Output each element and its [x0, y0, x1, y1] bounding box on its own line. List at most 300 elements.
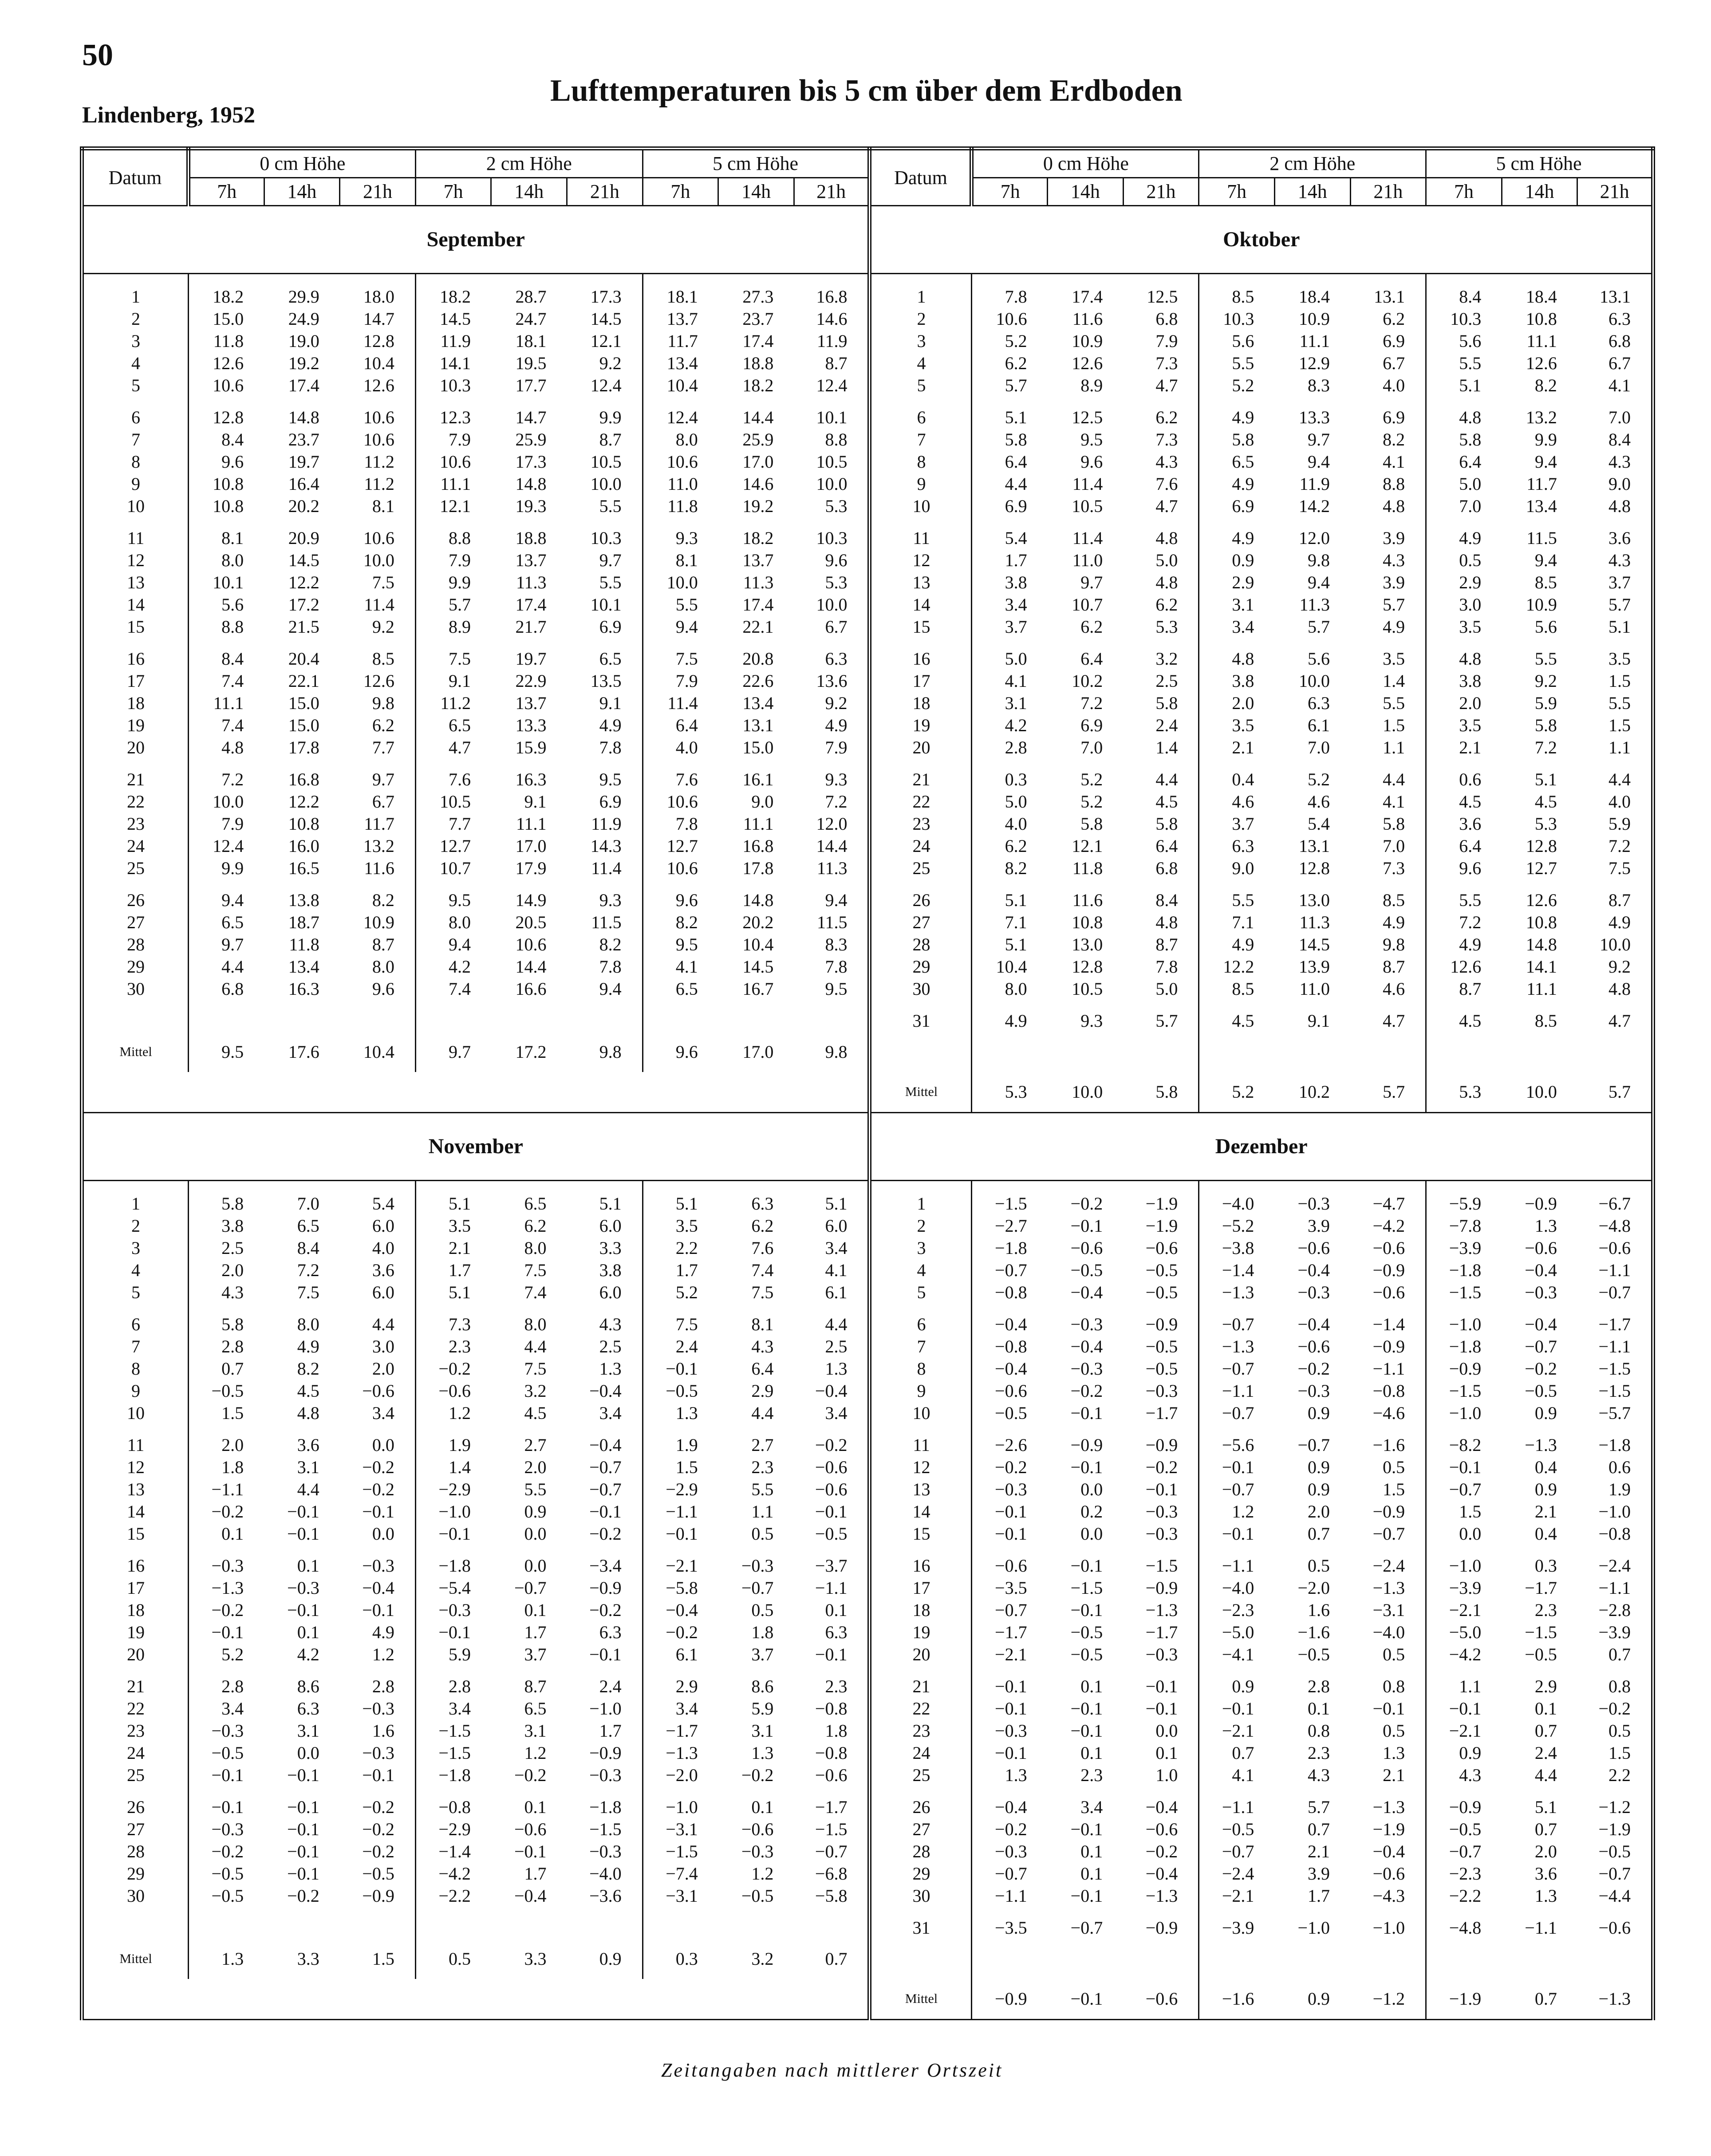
value-cell: −1.8 [1449, 1260, 1482, 1280]
value-cell: 0.5 [1459, 550, 1482, 570]
table-row [82, 813, 1653, 835]
date-cell: 7 [870, 1336, 972, 1358]
value-cell: 7.4 [221, 671, 244, 691]
date-cell: 22 [870, 1698, 972, 1720]
value-cell: 4.0 [675, 737, 698, 757]
value-cell: −7.4 [666, 1864, 698, 1884]
value-cell: −0.4 [514, 1886, 547, 1906]
value-cell: 2.1 [1232, 737, 1254, 757]
value-cell: 5.7 [448, 595, 471, 615]
table-row [82, 1577, 1653, 1599]
value-cell: −4.2 [1449, 1644, 1482, 1664]
value-cell: 2.4 [1534, 1743, 1557, 1763]
value-cell: 4.8 [1123, 572, 1199, 594]
date-cell: 20 [82, 737, 189, 759]
mittel-value: 0.9 [1274, 1979, 1350, 2020]
value-cell: 6.0 [794, 1215, 870, 1237]
date-cell: 30 [870, 978, 972, 1000]
value-cell: 2.2 [675, 1238, 698, 1258]
date-cell: 13 [870, 572, 972, 594]
value-cell: 3.5 [1350, 638, 1426, 670]
value-cell: 0.0 [524, 1524, 547, 1544]
height-header: 2 cm Höhe [1199, 149, 1426, 178]
month-title: Dezember [870, 1113, 1653, 1181]
value-cell: −0.7 [567, 1456, 643, 1478]
time-header: 7h [643, 178, 718, 206]
value-cell: 6.9 [1350, 330, 1426, 352]
value-cell: −0.4 [995, 1797, 1027, 1817]
value-cell: 14.8 [742, 890, 774, 910]
mittel-value: 3.3 [297, 1949, 319, 1969]
value-cell: −0.5 [1577, 1841, 1653, 1863]
value-cell: 0.6 [1577, 1456, 1653, 1478]
value-cell: 14.2 [1299, 496, 1330, 516]
value-cell: −0.2 [794, 1424, 870, 1456]
value-cell: −1.0 [438, 1502, 471, 1521]
value-cell: −0.2 [995, 1819, 1027, 1839]
value-cell: 2.4 [1123, 714, 1199, 737]
value-cell: 4.4 [297, 1479, 319, 1499]
value-cell: 7.3 [448, 1314, 471, 1334]
date-cell: 18 [82, 1599, 189, 1621]
value-cell: 1.3 [1534, 1216, 1557, 1236]
value-cell: 9.4 [1534, 550, 1557, 570]
mittel-value: 3.2 [751, 1949, 774, 1969]
value-cell: 0.3 [1534, 1556, 1557, 1576]
value-cell: −0.5 [995, 1403, 1027, 1423]
value-cell: −3.1 [1350, 1599, 1426, 1621]
value-cell: −0.2 [340, 1841, 416, 1863]
value-cell: 1.8 [751, 1622, 774, 1642]
value-cell: 9.1 [524, 792, 547, 812]
value-cell: 2.0 [221, 1260, 244, 1280]
value-cell: 8.4 [297, 1238, 319, 1258]
value-cell: 10.0 [1299, 671, 1330, 691]
value-cell: 7.9 [448, 430, 471, 449]
table-row [82, 1545, 1653, 1577]
spacer-cell [1199, 1181, 1275, 1193]
value-cell: 7.6 [675, 769, 698, 789]
date-cell: 5 [82, 374, 189, 397]
value-cell: 18.8 [742, 353, 774, 373]
value-cell: −5.8 [666, 1578, 698, 1598]
value-cell: −1.3 [211, 1578, 244, 1598]
value-cell: 6.4 [1459, 836, 1482, 856]
value-cell: 21.5 [288, 617, 319, 637]
value-cell: 5.5 [1459, 890, 1482, 910]
value-cell: 4.9 [297, 1336, 319, 1356]
value-cell: 14.4 [515, 957, 547, 977]
value-cell: 11.3 [516, 572, 547, 592]
value-cell: 10.5 [1072, 979, 1103, 999]
value-cell: −0.2 [340, 1456, 416, 1478]
value-cell: 3.8 [567, 1259, 643, 1281]
date-cell: 8 [82, 1358, 189, 1380]
value-cell: 8.0 [340, 956, 416, 978]
value-cell: 11.3 [1299, 912, 1330, 932]
date-cell: 22 [82, 1698, 189, 1720]
value-cell: −0.2 [1123, 1456, 1199, 1478]
value-cell: 0.7 [1577, 1644, 1653, 1666]
value-cell: −1.1 [1577, 1577, 1653, 1599]
value-cell: 16.8 [288, 769, 319, 789]
value-cell: −2.6 [995, 1435, 1027, 1455]
value-cell: 0.4 [1534, 1457, 1557, 1477]
value-cell: 14.1 [439, 353, 471, 373]
value-cell: −0.1 [438, 1622, 471, 1642]
value-cell: 4.8 [297, 1403, 319, 1423]
value-cell: 0.1 [794, 1599, 870, 1621]
date-cell: 28 [870, 934, 972, 956]
value-cell: −0.4 [1297, 1314, 1330, 1334]
value-cell: −3.1 [666, 1886, 698, 1906]
table-row [82, 1424, 1653, 1456]
time-header: 21h [1350, 178, 1426, 206]
value-cell: −0.4 [995, 1314, 1027, 1334]
date-cell: 2 [870, 308, 972, 330]
value-cell: 6.9 [1350, 397, 1426, 429]
value-cell: 12.8 [213, 407, 244, 427]
spacer-cell [1048, 1939, 1124, 1979]
value-cell: −0.6 [1577, 1237, 1653, 1259]
value-cell: 12.1 [567, 330, 643, 352]
spacer-cell [264, 1072, 340, 1113]
value-cell: −0.3 [1525, 1282, 1557, 1302]
value-cell: 5.1 [675, 1194, 698, 1214]
value-cell: 0.4 [1534, 1524, 1557, 1544]
date-cell: 10 [82, 1402, 189, 1424]
value-cell: 4.4 [340, 1304, 416, 1336]
value-cell: −0.5 [1525, 1381, 1557, 1401]
value-cell: −1.9 [1577, 1818, 1653, 1841]
value-cell: 6.3 [1577, 308, 1653, 330]
value-cell: 11.6 [340, 857, 416, 879]
value-cell: 7.8 [675, 814, 698, 834]
value-cell: 3.4 [221, 1699, 244, 1718]
value-cell: 6.7 [340, 791, 416, 813]
value-cell: −0.3 [995, 1841, 1027, 1861]
value-cell: 13.1 [742, 715, 774, 735]
table-row [82, 572, 1653, 594]
value-cell: 17.7 [515, 375, 547, 395]
value-cell: 0.9 [1459, 1743, 1482, 1763]
value-cell: −0.5 [1222, 1819, 1254, 1839]
value-cell: 5.4 [340, 1193, 416, 1215]
value-cell: 4.4 [794, 1304, 870, 1336]
value-cell: 0.1 [1080, 1743, 1103, 1763]
date-cell: 18 [82, 692, 189, 714]
value-cell: −0.2 [1070, 1381, 1103, 1401]
value-cell: 3.1 [1232, 595, 1254, 615]
time-header: 14h [1048, 178, 1124, 206]
value-cell: 19.7 [288, 452, 319, 472]
value-cell: −0.3 [1297, 1194, 1330, 1214]
value-cell: 12.7 [666, 836, 698, 856]
time-header: 7h [972, 178, 1048, 206]
value-cell: 12.0 [794, 813, 870, 835]
value-cell: −0.1 [1350, 1698, 1426, 1720]
value-cell: 12.6 [340, 670, 416, 692]
mittel-label: Mittel [82, 1939, 189, 1979]
value-cell: 11.7 [1526, 474, 1557, 494]
date-cell: 23 [82, 813, 189, 835]
value-cell: −1.1 [1222, 1556, 1254, 1576]
date-cell: 6 [82, 397, 189, 429]
value-cell: 13.0 [1299, 890, 1330, 910]
date-cell: 3 [82, 330, 189, 352]
month-title: September [82, 206, 870, 274]
date-cell: 12 [82, 549, 189, 572]
value-cell: 9.0 [1232, 858, 1254, 878]
date-cell: 11 [870, 1424, 972, 1456]
value-cell: 9.0 [1577, 473, 1653, 495]
spacer-cell [1048, 274, 1124, 286]
value-cell: 18.1 [515, 331, 547, 351]
value-cell: 1.0 [1123, 1764, 1199, 1786]
value-cell: 11.3 [1299, 595, 1330, 615]
value-cell: 11.7 [667, 331, 698, 351]
value-cell: 1.3 [751, 1743, 774, 1763]
value-cell: 9.6 [1459, 858, 1482, 878]
value-cell: 14.5 [288, 550, 319, 570]
value-cell: 12.8 [1299, 858, 1330, 878]
value-cell: 3.4 [794, 1237, 870, 1259]
value-cell: 6.8 [221, 979, 244, 999]
value-cell: 5.9 [1534, 693, 1557, 713]
value-cell: 4.4 [1005, 474, 1027, 494]
value-cell: 3.4 [448, 1699, 471, 1718]
value-cell: 5.2 [675, 1282, 698, 1302]
value-cell: 5.5 [567, 495, 643, 517]
value-cell: −0.2 [438, 1359, 471, 1379]
value-cell: −0.5 [211, 1864, 244, 1884]
value-cell: 7.8 [1005, 287, 1027, 307]
value-cell: 4.8 [1123, 517, 1199, 549]
value-cell: 8.6 [751, 1676, 774, 1696]
value-cell: 1.5 [1577, 670, 1653, 692]
date-cell: 23 [870, 1720, 972, 1742]
spacer-cell [340, 1979, 416, 2020]
spacer-cell [1502, 1032, 1577, 1072]
value-cell: −0.1 [211, 1797, 244, 1817]
footer-note: Zeitangaben nach mittlerer Ortszeit [661, 2059, 1003, 2081]
value-cell: 8.6 [297, 1676, 319, 1696]
value-cell: 1.7 [1005, 550, 1027, 570]
value-cell: 4.9 [1232, 934, 1254, 954]
value-cell: −0.8 [794, 1742, 870, 1764]
date-cell: 19 [82, 714, 189, 737]
date-cell: 2 [82, 308, 189, 330]
value-cell: 9.6 [675, 890, 698, 910]
value-cell: −0.7 [1577, 1863, 1653, 1885]
value-cell: 5.0 [1459, 474, 1482, 494]
spacer-cell [415, 274, 491, 286]
value-cell: −0.5 [741, 1886, 774, 1906]
value-cell: −0.5 [1123, 1336, 1199, 1358]
value-cell: −2.4 [1577, 1545, 1653, 1577]
value-cell: −2.8 [1577, 1599, 1653, 1621]
value-cell: 1.9 [675, 1435, 698, 1455]
value-cell: −0.1 [211, 1622, 244, 1642]
value-cell: 5.1 [794, 1193, 870, 1215]
value-cell: 1.7 [675, 1260, 698, 1280]
spacer-cell [1123, 1032, 1199, 1072]
value-cell: 10.0 [794, 594, 870, 616]
value-cell: −1.3 [1222, 1336, 1254, 1356]
value-cell: −0.8 [438, 1797, 471, 1817]
spacer-cell [82, 274, 189, 286]
value-cell: 10.3 [794, 517, 870, 549]
value-cell: −4.2 [438, 1864, 471, 1884]
value-cell [264, 1000, 340, 1032]
value-cell: 5.5 [1459, 353, 1482, 373]
value-cell: −0.1 [287, 1864, 319, 1884]
value-cell: 5.1 [1534, 769, 1557, 789]
value-cell: 10.6 [666, 792, 698, 812]
value-cell: 6.5 [221, 912, 244, 932]
value-cell: 11.7 [340, 813, 416, 835]
value-cell: 7.5 [297, 1282, 319, 1302]
mittel-value: −0.1 [1048, 1979, 1124, 2020]
value-cell: −0.7 [1222, 1403, 1254, 1423]
value-cell: −0.3 [211, 1556, 244, 1576]
value-cell: 1.1 [751, 1502, 774, 1521]
table-row [82, 956, 1653, 978]
value-cell: 4.0 [1350, 374, 1426, 397]
value-cell [189, 1000, 264, 1032]
value-cell: −1.5 [995, 1194, 1027, 1214]
time-header: 7h [415, 178, 491, 206]
date-cell: 27 [870, 911, 972, 934]
value-cell: −0.3 [1123, 1380, 1199, 1402]
mittel-value: −1.6 [1199, 1979, 1275, 2020]
value-cell: −0.3 [340, 1698, 416, 1720]
value-cell: 6.2 [1123, 594, 1199, 616]
value-cell: 14.1 [1526, 957, 1557, 977]
mittel-value: 10.0 [1502, 1072, 1577, 1113]
value-cell: 7.2 [1577, 835, 1653, 857]
value-cell: 12.4 [567, 374, 643, 397]
value-cell: 1.3 [1350, 1742, 1426, 1764]
table-row [82, 1000, 1653, 1032]
value-cell: 4.3 [1350, 549, 1426, 572]
value-cell: −4.0 [1222, 1578, 1254, 1598]
value-cell: −0.2 [995, 1457, 1027, 1477]
value-cell: 1.3 [1534, 1886, 1557, 1906]
value-cell: 14.8 [515, 474, 547, 494]
value-cell: 5.9 [751, 1699, 774, 1718]
value-cell: 4.5 [524, 1403, 547, 1423]
spacer-cell [972, 1939, 1048, 1979]
mittel-value: −1.3 [1577, 1979, 1653, 2020]
value-cell: 3.8 [1232, 671, 1254, 691]
value-cell: −5.2 [1222, 1216, 1254, 1236]
value-cell: 7.7 [340, 737, 416, 759]
value-cell: −0.1 [1070, 1403, 1103, 1423]
value-cell: 3.8 [1459, 671, 1482, 691]
value-cell: −5.9 [1449, 1194, 1482, 1214]
date-cell: 20 [870, 1644, 972, 1666]
value-cell: 1.2 [1232, 1502, 1254, 1521]
value-cell: 3.1 [297, 1721, 319, 1741]
value-cell: 0.1 [297, 1556, 319, 1576]
table-row [82, 1621, 1653, 1644]
value-cell: −0.1 [567, 1501, 643, 1523]
value-cell: 2.9 [675, 1676, 698, 1696]
value-cell: −1.1 [1577, 1259, 1653, 1281]
value-cell: 5.8 [1005, 430, 1027, 449]
value-cell: 10.3 [439, 375, 471, 395]
date-cell: 28 [82, 934, 189, 956]
spacer-cell [491, 1979, 567, 2020]
date-cell: 21 [870, 1666, 972, 1698]
mittel-value: 5.3 [972, 1072, 1048, 1113]
value-cell: 8.2 [1005, 858, 1027, 878]
value-cell: 9.9 [1534, 430, 1557, 449]
value-cell: 13.6 [794, 670, 870, 692]
table-row [82, 1304, 1653, 1336]
value-cell: −0.4 [666, 1600, 698, 1620]
value-cell: 7.2 [1080, 693, 1103, 713]
value-cell: −0.2 [1070, 1194, 1103, 1214]
height-header: 0 cm Höhe [972, 149, 1199, 178]
value-cell: 3.9 [1350, 572, 1426, 594]
value-cell: 14.8 [1526, 934, 1557, 954]
value-cell: 8.0 [1005, 979, 1027, 999]
value-cell: −0.1 [1449, 1699, 1482, 1718]
value-cell: 0.0 [340, 1523, 416, 1545]
value-cell: −2.3 [1449, 1864, 1482, 1884]
value-cell: −0.9 [1449, 1797, 1482, 1817]
value-cell: −0.2 [1297, 1359, 1330, 1379]
value-cell: 10.6 [340, 429, 416, 451]
value-cell: 1.4 [1350, 670, 1426, 692]
value-cell: 4.7 [1350, 1000, 1426, 1032]
value-cell: 4.5 [1123, 791, 1199, 813]
value-cell: 8.4 [221, 649, 244, 669]
value-cell: 4.0 [1577, 791, 1653, 813]
value-cell: 9.1 [567, 692, 643, 714]
value-cell: −0.1 [995, 1524, 1027, 1544]
value-cell: 11.0 [1299, 979, 1330, 999]
value-cell: 4.1 [1005, 671, 1027, 691]
value-cell: −0.6 [1350, 1237, 1426, 1259]
value-cell: −5.0 [1449, 1622, 1482, 1642]
value-cell: −1.3 [1123, 1885, 1199, 1907]
date-cell: 11 [870, 517, 972, 549]
value-cell: 24.7 [515, 309, 547, 329]
value-cell: 7.8 [1123, 956, 1199, 978]
value-cell: −0.1 [211, 1765, 244, 1785]
value-cell: 13.3 [1299, 407, 1330, 427]
date-cell: 3 [870, 330, 972, 352]
value-cell: 4.9 [1459, 934, 1482, 954]
value-cell: 16.0 [288, 836, 319, 856]
value-cell: 0.9 [1232, 1676, 1254, 1696]
value-cell: 14.6 [794, 308, 870, 330]
value-cell: 1.7 [524, 1622, 547, 1642]
value-cell: 6.1 [794, 1281, 870, 1304]
value-cell: 5.3 [1123, 616, 1199, 638]
value-cell: 1.4 [448, 1457, 471, 1477]
value-cell: 10.1 [794, 397, 870, 429]
value-cell: 19.0 [288, 331, 319, 351]
value-cell: 1.3 [1005, 1765, 1027, 1785]
value-cell: 5.4 [1005, 528, 1027, 548]
spacer-cell [82, 1181, 189, 1193]
value-cell: 9.6 [1080, 452, 1103, 472]
value-cell: 7.9 [794, 737, 870, 759]
